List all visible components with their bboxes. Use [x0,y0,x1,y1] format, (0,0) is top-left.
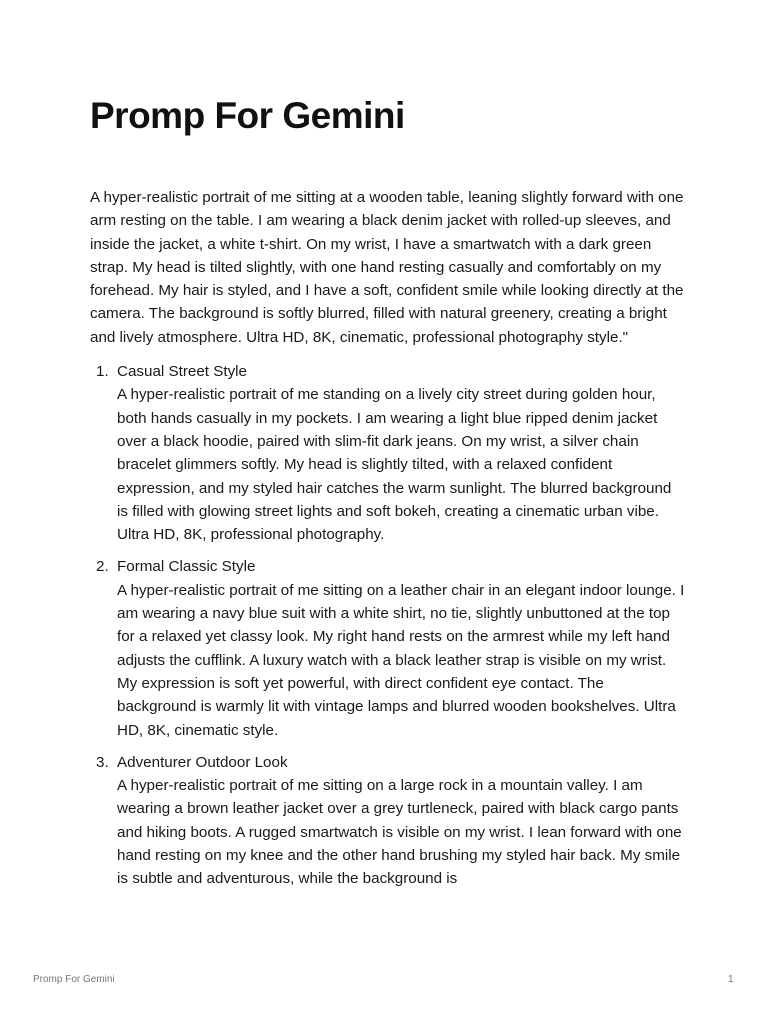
list-item [90,751,686,891]
list-item-number: 1. [96,363,109,381]
intro-paragraph: A hyper-realistic portrait of me sitting at a wooden table, leaning slightly forward with one arm resting on the table. I am wearing a black denim jacket with rolled-up sleeves, and inside the jacket, a white t-shirt. On my wrist, I have a smartwatch with a dark green strap. My head is tilted slightly, with one hand resting casually and comfortably on my forehead. My hair is styled, and I have a soft, confident smile while looking directly at the camera. The background is softly blurred, filled with natural greenery, creating a bright and lively atmosphere. Ultra HD, 8K, cinematic, professional photography style." [90,189,684,346]
list-item-title: Formal Classic Style [117,558,256,576]
list-item-text: A hyper-realistic portrait of me sitting on a leather chair in an elegant indoor lounge. I am wearing a navy blue suit with a white shirt, no tie, slightly unbuttoned at the top for a relaxed yet classy look. My right hand rests on the armrest while my left hand adjusts the cufflink. A luxury watch with a black leather strap is visible on my wrist. My expression is soft yet powerful, with direct confident eye contact. The background is warmly lit with vintage lamps and blurred wooden bookshelves. Ultra HD, 8K, cinematic style. [117,581,685,739]
list-item [90,555,686,741]
footer-title: Promp For Gemini [33,974,115,985]
list-item-text: A hyper-realistic portrait of me standing on a lively city street during golden hour, both hands casually in my pockets. I am wearing a light blue ripped denim jacket over a black hoodie, paired with slim-fit dark jeans. On my wrist, a silver chain bracelet glimmers softly. My head is slightly tilted, with a relaxed confident expression, and my styled hair catches the warm sunlight. The blurred background is filled with glowing street lights and soft bokeh, creating a cinematic urban vibe. Ultra HD, 8K, professional photography. [117,386,672,544]
footer-page-number: 1 [728,974,734,985]
list-item-text: A hyper-realistic portrait of me sitting on a large rock in a mountain valley. I am wearing a brown leather jacket over a grey turtleneck, paired with black cargo pants and hiking boots. A rugged smartwatch is visible on my wrist. I lean forward with one hand resting on my knee and the other hand brushing my styled hair back. My smile is subtle and adventurous, while the background is [117,777,682,888]
document-page [90,90,686,900]
list-item-number: 3. [96,753,109,771]
list-item-title: Adventurer Outdoor Look [117,753,288,771]
page-title: Promp For Gemini [90,95,405,136]
list-item-title: Casual Street Style [117,363,247,381]
list-item-number: 2. [96,558,109,576]
prompt-list [90,360,686,891]
list-item [90,360,686,546]
